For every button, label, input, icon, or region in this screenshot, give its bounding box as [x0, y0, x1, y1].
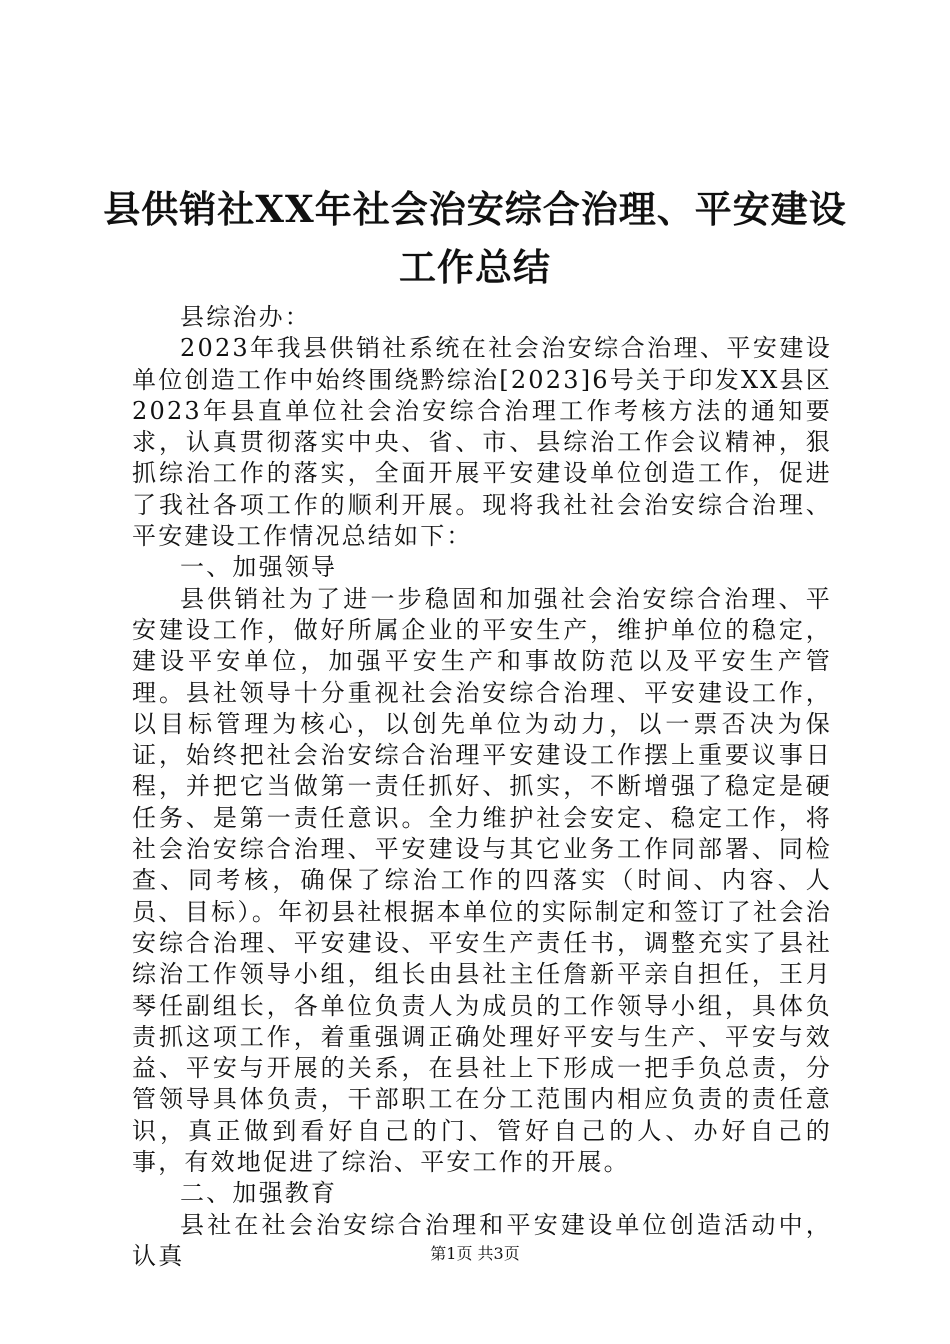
- document-title-line-2: 工作总结: [399, 245, 551, 289]
- section-2-paragraph: 县社在社会治安综合治理和平安建设单位创造活动中，认真: [132, 1210, 832, 1270]
- document-body: [132, 302, 832, 1272]
- section-heading-2: 二、加强教育: [180, 1179, 338, 1208]
- intro-paragraph: 2023年我县供销社系统在社会治安综合治理、平安建设单位创造工作中始终围绕黔综治[2023]6号关于印发XX县区2023年县直单位社会治安综合治理工作考核方法的通知要求，认真贯彻落实中央、省、市、县综治工作会议精神，狠抓综治工作的落实，全面开展平安建设单位创造工作，促进了我社各项工作的顺利开展。现将我社社会治安综合治理、平安建设工作情况总结如下：: [132, 334, 832, 551]
- section-1-paragraph: 县供销社为了进一步稳固和加强社会治安综合治理、平安建设工作，做好所属企业的平安生产，维护单位的稳定，建设平安单位，加强平安生产和事故防范以及平安生产管理。县社领导十分重视社会治安综合治理、平安建设工作，以目标管理为核心，以创先单位为动力，以一票否决为保证，始终把社会治安综合治理平安建设工作摆上重要议事日程，并把它当做第一责任抓好、抓实，不断增强了稳定是硬任务、是第一责任意识。全力维护社会安定、稳定工作，将社会治安综合治理、平安建设与其它业务工作同部署、同检查、同考核，确保了综治工作的四落实（时间、内容、人员、目标）。年初县社根据本单位的实际制定和签订了社会治安综合治理、平安建设、平安生产责任书，调整充实了县社综治工作领导小组，组长由县社主任詹新平亲自担任，王月琴任副组长，各单位负责人为成员的工作领导小组，具体负责抓这项工作，着重强调正确处理好平安与生产、平安与效益、平安与开展的关系，在县社上下形成一把手负总责，分管领导具体负责，干部职工在分工范围内相应负责的责任意识，真正做到看好自己的门、管好自己的人、办好自己的事，有效地促进了综治、平安工作的开展。: [132, 584, 832, 1177]
- document-title-line-1: 县供销社XX年社会治安综合治理、平安建设: [103, 187, 847, 231]
- salutation: 县综治办：: [180, 303, 311, 331]
- page-footer: 第1页 共3页: [430, 1244, 520, 1263]
- section-heading-1: 一、加强领导: [180, 553, 338, 582]
